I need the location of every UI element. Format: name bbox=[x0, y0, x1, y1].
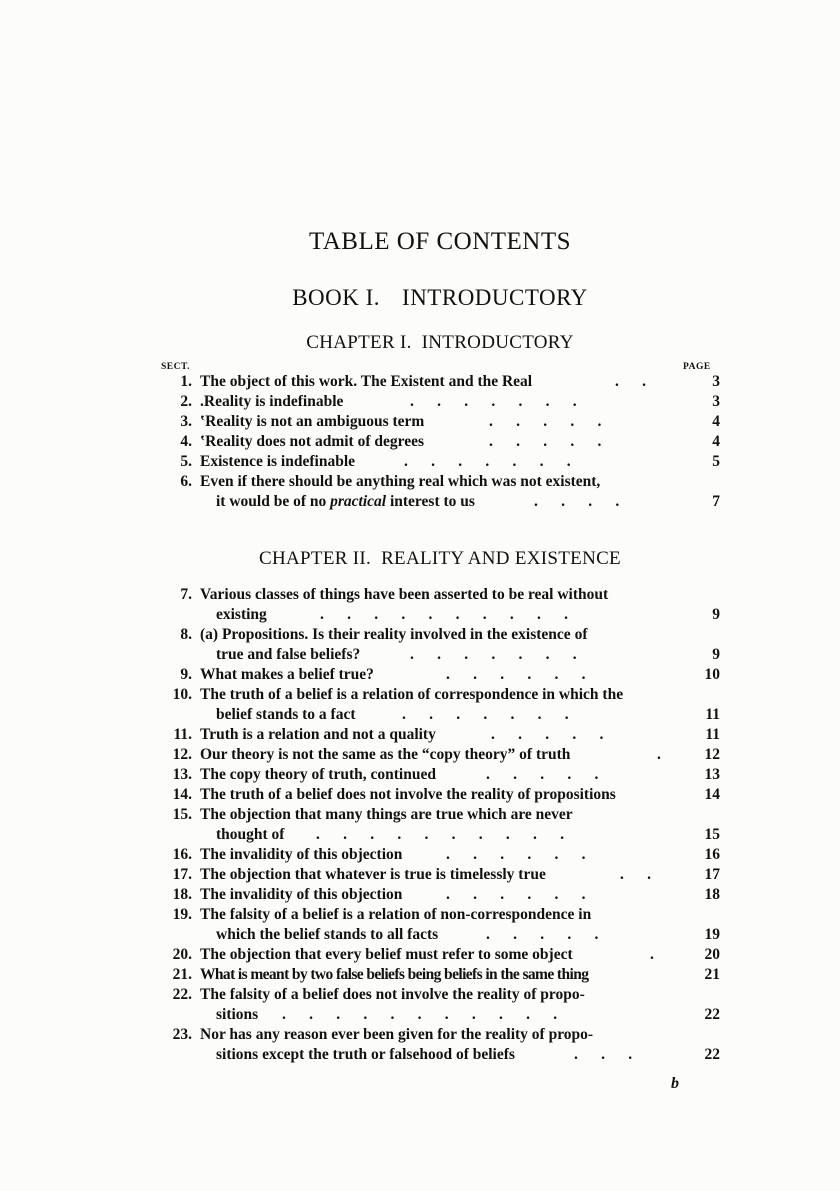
entry-text: Our theory is not the same as the “copy theory” of truth bbox=[200, 746, 571, 763]
entry-page: 9 bbox=[712, 606, 720, 623]
entry-text: The copy theory of truth, continued bbox=[200, 766, 436, 783]
entry-text: The objection that many things are true which are never bbox=[200, 806, 573, 823]
entry-text: What is meant by two false beliefs being beliefs in the same thing bbox=[200, 966, 589, 983]
entry-number: 22. bbox=[172, 986, 192, 1003]
entry-text: Existence is indefinable bbox=[200, 453, 356, 470]
entry-page: 3 bbox=[712, 393, 720, 410]
entry-page: 22 bbox=[704, 1006, 720, 1023]
entry-page: 11 bbox=[705, 726, 720, 743]
entry-text-continued: which the belief stands to all facts bbox=[216, 926, 439, 943]
entry-text-continued: existing bbox=[216, 606, 267, 623]
entry-page: 20 bbox=[704, 946, 720, 963]
entry-number: 16. bbox=[172, 846, 192, 863]
entry-number: 7. bbox=[180, 586, 192, 603]
entry-text: The falsity of a belief is a relation of non-correspondence in bbox=[200, 906, 592, 923]
entry-text: (a) Propositions. Is their reality involved in the existence of bbox=[200, 626, 588, 643]
entry-page: 12 bbox=[704, 746, 720, 763]
entry-text: The objection that every belief must refer to some object bbox=[200, 946, 573, 963]
entry-number: 6. bbox=[180, 473, 192, 490]
entry-number: 3. bbox=[180, 413, 192, 430]
page-title: TABLE OF CONTENTS bbox=[308, 228, 572, 255]
entry-number: 5. bbox=[180, 453, 192, 470]
entry-text-continued: sitions except the truth or falsehood of beliefs bbox=[216, 1046, 515, 1063]
entry-text: ‛Reality does not admit of degrees bbox=[200, 433, 425, 450]
entry-page: 3 bbox=[712, 373, 720, 390]
entry-page: 11 bbox=[705, 706, 720, 723]
chapter-2-name: REALITY AND EXISTENCE bbox=[381, 548, 621, 569]
entry-text-continued: thought of bbox=[216, 826, 285, 843]
chapter-1-number: CHAPTER I. bbox=[306, 332, 412, 353]
entry-number: 2. bbox=[180, 393, 192, 410]
entry-number: 23. bbox=[172, 1026, 192, 1043]
entry-text: The objection that whatever is true is timelessly true bbox=[200, 866, 546, 883]
entry-number: 18. bbox=[172, 886, 192, 903]
entry-text: The truth of a belief is a relation of correspondence in which the bbox=[200, 686, 624, 703]
entry-text: ‛Reality is not an ambiguous term bbox=[200, 413, 425, 430]
entry-number: 1. bbox=[180, 373, 192, 390]
entry-text-continued: belief stands to a fact bbox=[216, 706, 356, 723]
signature-mark: b bbox=[671, 1075, 679, 1092]
entry-page: 19 bbox=[704, 926, 720, 943]
entry-text: The invalidity of this objection bbox=[200, 846, 403, 863]
entry-page: 22 bbox=[704, 1046, 720, 1063]
entry-page: 15 bbox=[704, 826, 720, 843]
entry-page: 17 bbox=[704, 866, 720, 883]
chapter-1-name: INTRODUCTORY bbox=[421, 332, 574, 353]
entry-page: 4 bbox=[712, 413, 720, 430]
entry-text: What makes a belief true? bbox=[200, 666, 374, 683]
entry-text: Truth is a relation and not a quality bbox=[200, 726, 436, 743]
entry-number: 20. bbox=[172, 946, 192, 963]
entry-page: 5 bbox=[712, 453, 720, 470]
entry-page: 14 bbox=[704, 786, 720, 803]
entry-text: Various classes of things have been asserted to be real without bbox=[200, 586, 609, 603]
entry-page: 4 bbox=[712, 433, 720, 450]
entry-text-emphasis: practical bbox=[330, 493, 387, 510]
entry-text: .Reality is indefinable bbox=[200, 393, 344, 410]
entry-text: The object of this work. The Existent and the Real bbox=[200, 373, 533, 390]
entry-page: 13 bbox=[704, 766, 720, 783]
entry-text: The truth of a belief does not involve the reality of propositions bbox=[200, 786, 616, 803]
entry-text: The invalidity of this objection bbox=[200, 886, 403, 903]
entry-number: 19. bbox=[172, 906, 192, 923]
entry-number: 14. bbox=[172, 786, 192, 803]
entry-number: 17. bbox=[172, 866, 192, 883]
document-page: TABLE OF CONTENTS BOOK I. INTRODUCTORY CHAPTER I. INTRODUCTORY SECT. PAGE CHAPTER II. REALITY AND EXISTENCE 1. The object of this work. The Existent and the Real . . 3 2. .Reality is indefinable . . . . . . . 3 3. ‛Reality is not an ambiguous term . . . . . 4 4. ‛Reality does not admit of degrees . . . . . 4 5. Existence is indefinable . . . . . . . 5 6. Even if there should be anything real which was not existent, it would be of no practical interest to us . . . . 7 7. Various classes of things have been asserted to be real without existing . . . . . . . . . . 9 8. (a) Propositions. Is their reality involved in the existence of true and false beliefs? . . . . . . . 9 9. What makes a belief true? . . . . . . 10 10. The truth of a belief is a relation of correspondence in which the belief stands to a fact . . . . . . . 11 11. Truth is a relation and not a quality . . . . . 11 12. Our theory is not the same as the “copy theory” of truth . 12 13. The copy theory of truth, continued . . . . . 13 14. The truth of a belief does not involve the reality of propositions 14 15. The objection that many things are true which are never thought of . . . . . . . . . . 15 16. The invalidity of this objection . . . . . . 16 17. The objection that whatever is true is timelessly true . . 17 18. The invalidity of this objection . . . . . . 18 19. The falsity of a belief is a relation of non-correspondence in which the belief stands to all facts . . . . . 19 20. The objection that every belief must refer to some object . 20 21. What is meant by two false beliefs being beliefs in the same thing 21 22. The falsity of a belief does not involve the reality of propo- sitions . . . . . . . . . . . 22 23. Nor has any reason ever been given for the reality of propo- sitions except the truth or falsehood of beliefs . . . 22 b bbox=[0, 0, 840, 1191]
entry-number: 9. bbox=[180, 666, 192, 683]
entry-number: 13. bbox=[172, 766, 192, 783]
book-name: INTRODUCTORY bbox=[402, 285, 588, 310]
chapter-2-heading bbox=[0, 548, 840, 570]
book-number: BOOK I. bbox=[292, 285, 381, 310]
entry-text: The falsity of a belief does not involve the reality of propo- bbox=[200, 986, 585, 1003]
entry-number: 11. bbox=[173, 726, 192, 743]
chapter-2-number: CHAPTER II. bbox=[259, 548, 372, 569]
entry-number: 15. bbox=[172, 806, 192, 823]
chapter-1-heading bbox=[0, 332, 840, 354]
book-heading bbox=[0, 285, 840, 311]
entry-page: 10 bbox=[704, 666, 720, 683]
entry-text-continued-end: interest to us bbox=[386, 493, 475, 510]
page-column-header: PAGE bbox=[683, 362, 711, 372]
entry-page: 9 bbox=[712, 646, 720, 663]
entry-text: Even if there should be anything real which was not existent, bbox=[200, 473, 601, 490]
entry-page: 21 bbox=[704, 966, 720, 983]
entry-page: 16 bbox=[704, 846, 720, 863]
entry-page: 18 bbox=[704, 886, 720, 903]
entry-number: 21. bbox=[172, 966, 192, 983]
sect-column-header: SECT. bbox=[161, 362, 190, 372]
entry-page: 7 bbox=[712, 493, 720, 510]
entry-number: 10. bbox=[172, 686, 192, 703]
entry-text-continued: true and false beliefs? bbox=[216, 646, 361, 663]
entry-number: 12. bbox=[172, 746, 192, 763]
entry-number: 4. bbox=[180, 433, 192, 450]
entry-number: 8. bbox=[180, 626, 192, 643]
entry-text-continued: sitions bbox=[216, 1006, 259, 1023]
entry-text-continued: it would be of no bbox=[216, 493, 331, 510]
entry-text: Nor has any reason ever been given for the reality of propo- bbox=[200, 1026, 594, 1043]
